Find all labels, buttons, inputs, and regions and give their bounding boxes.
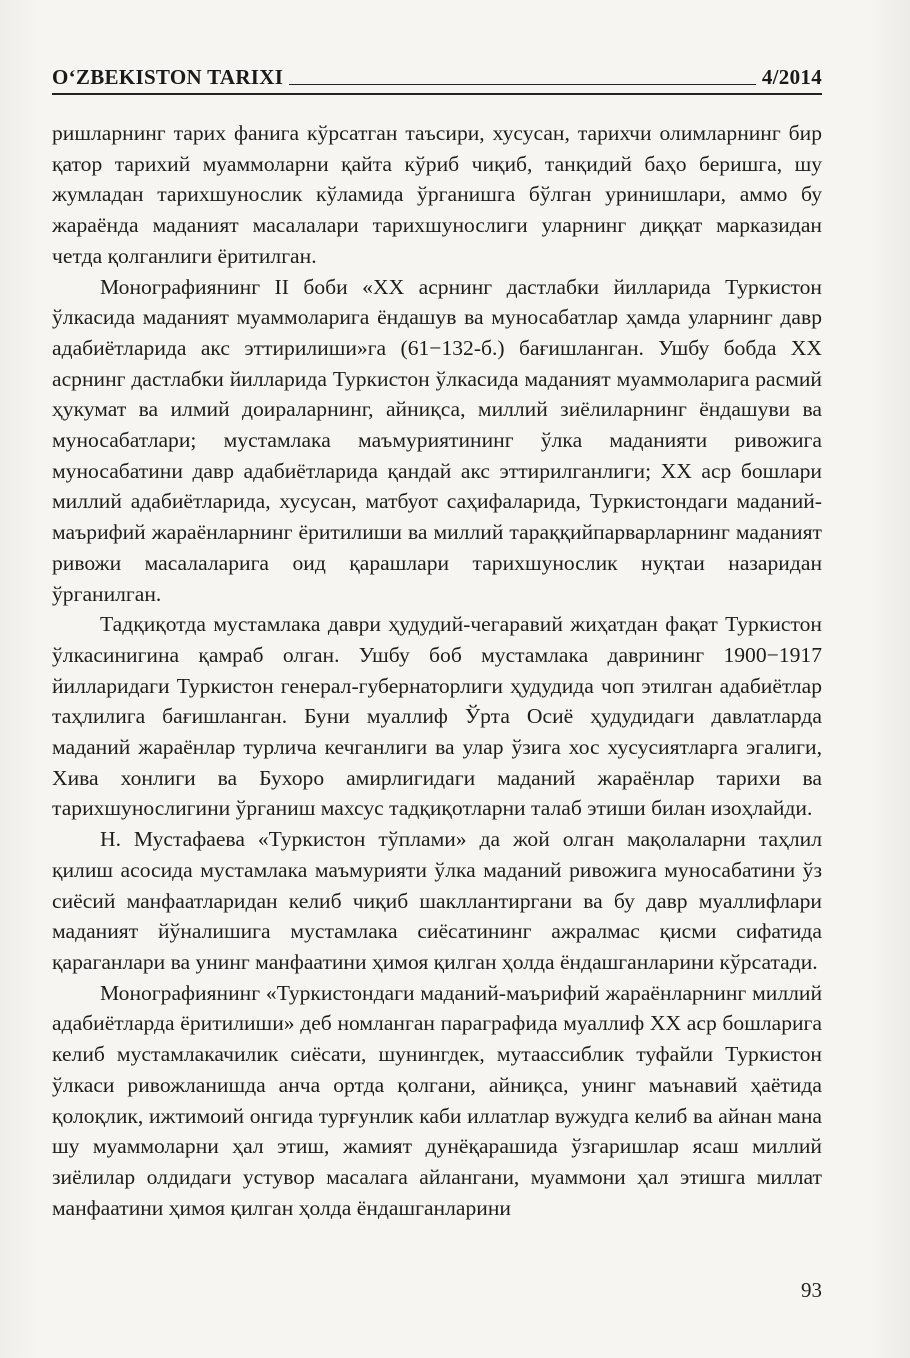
header-rule bbox=[289, 84, 756, 85]
issue-number: 4/2014 bbox=[761, 65, 822, 89]
paragraph-continuation: ришларнинг тарих фанига кўрсатган таъсири, хусусан, тарихчи олимларнинг бир қатор тарихий муаммоларни қайта кўриб чиқиб, танқидий баҳо беришга, шу жумладан тарихшунослик кўламида ўрганишга бўлган уринишлари, аммо бу жараёнда маданият масалалари тарихшунослиги уларнинг диққат марказидан четда қолганлиги ёритилган. bbox=[52, 121, 822, 268]
header-divider bbox=[52, 93, 822, 95]
page-number: 93 bbox=[801, 1278, 822, 1302]
running-header bbox=[52, 62, 822, 90]
paragraph: Н. Мустафаева «Туркистон тўплами» да жой олган мақолаларни таҳлил қилиш асосида мустамлака маъмурияти ўлка маданий ривожига муносабатини ўз сиёсий манфаатларидан келиб чиқиб шакллантиргани ва бу давр муаллифлари маданият йўналишига мустамлака сиёсатининг ажралмас қисми сифатида қараганлари ва унинг манфаатини ҳимоя қилган ҳолда ёндашганларини кўрсатади. bbox=[52, 827, 822, 974]
paragraph: Монографиянинг II боби «ХХ асрнинг дастлабки йилларида Туркистон ўлкасида маданият муаммоларига ёндашув ва муносабатлар ҳамда уларнинг давр адабиётларида акс эттирилиши»га (61−132-б.) бағишланган. Ушбу бобда ХХ асрнинг дастлабки йилларида Туркистон ўлкасида маданият муаммоларига расмий ҳукумат ва илмий доираларнинг, айниқса, миллий зиёлиларнинг ёндашуви ва муносабатлари; мустамлака маъмуриятининг ўлка маданияти ривожига муносабатини давр адабиётларида қандай акс эттирилганлиги; ХХ аср бошлари миллий адабиётларида, хусусан, матбуот саҳифаларида, Туркистондаги маданий-маърифий жараёнларнинг ёритилиши ва миллий тараққийпарварларнинг маданият ривожи масалаларига оид қарашлари тарихшунослик нуқтаи назаридан ўрганилган. bbox=[52, 274, 822, 606]
paragraph: Монографиянинг «Туркистондаги маданий-маърифий жараёнларнинг миллий адабиётларда ёритилиши» деб номланган параграфида муаллиф ХХ аср бошларига келиб мустамлакачилик сиёсати, шунингдек, мутаассиблик туфайли Туркистон ўлкаси ривожланишда анча ортда қолгани, айниқса, унинг маънавий ҳаётида қолоқлик, ижтимоий онгида турғунлик каби иллатлар вужудга келиб ва айнан мана шу муаммоларни ҳал этиш, жамият дунёқарашида ўзгаришлар ясаш миллий зиёлилар олдидаги устувор масалага айлангани, муаммони ҳал этишга миллат манфаатини ҳимоя қилган ҳолда ёндашганларини bbox=[52, 980, 822, 1220]
journal-title: O‘ZBEKISTON TARIXI bbox=[52, 65, 284, 89]
paragraph: Тадқиқотда мустамлака даври ҳудудий-чегаравий жиҳатдан фақат Туркистон ўлкасинигина қамраб олган. Ушбу боб мустамлака даврининг 1900−1917 йилларидаги Туркистон генерал-губернаторлиги ҳудудида чоп этилган адабиётлар таҳлилига бағишланган. Буни муаллиф Ўрта Осиё ҳудудидаги давлатларда маданий жараёнлар турлича кечганлиги ва улар ўзига хос хусусиятларга эгалиги, Хива хонлиги ва Бухоро амирлигидаги маданий жараёнлар тарихи ва тарихшунослигини ўрганиш махсус тадқиқотларни талаб этиши билан изоҳлайди. bbox=[52, 612, 822, 821]
article-body bbox=[52, 118, 822, 1223]
